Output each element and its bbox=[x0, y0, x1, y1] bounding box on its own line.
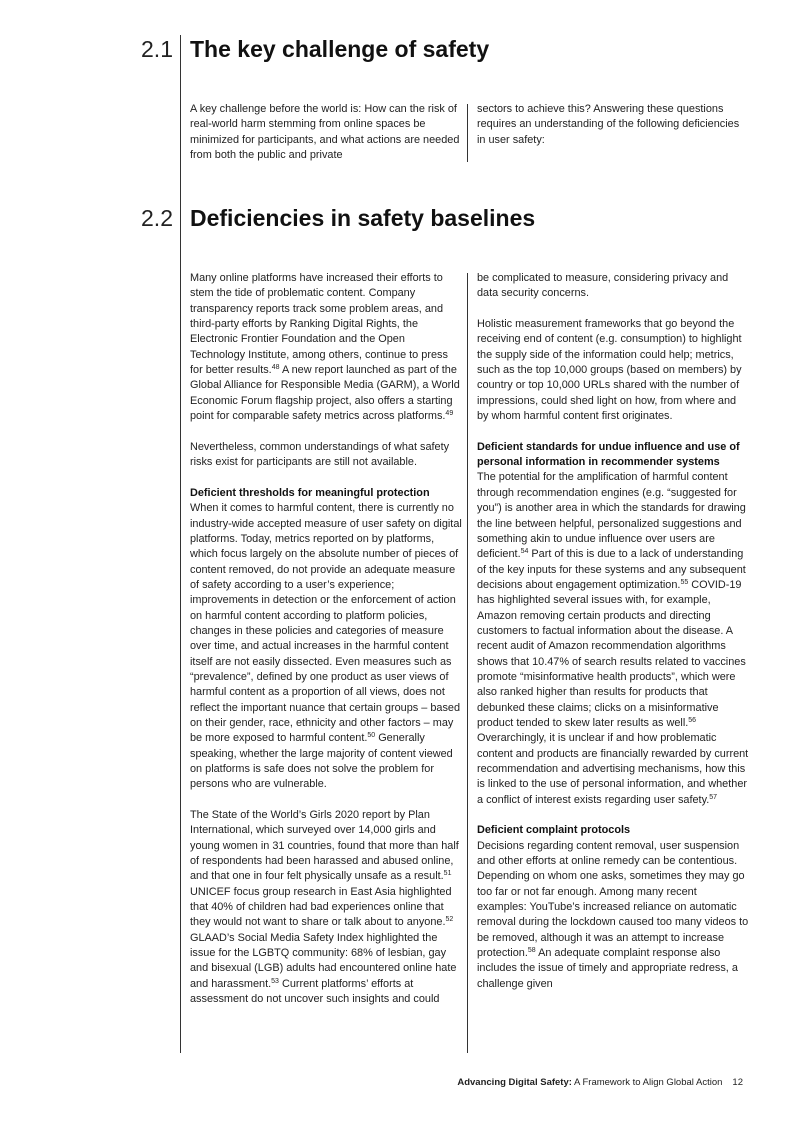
footnote-ref: 49 bbox=[445, 410, 454, 418]
footnote-ref: 51 bbox=[443, 870, 452, 878]
section-2-2-column-right bbox=[477, 271, 749, 992]
subheading: Deficient standards for undue influence and use of personal information in recommender systems bbox=[477, 440, 740, 469]
paragraph: Holistic measurement frameworks that go beyond the receiving end of content (e.g. consumption) to highlight the supply side of the information could help; metrics, such as the top 10,000 groups (based on members) by country or top 10,000 URLs shared with the number of impressions, could shed light on how, from where and by whom harmful content first originates. bbox=[477, 318, 742, 423]
section-2-1-column-right bbox=[477, 102, 749, 148]
section-number-2-2: 2.2 bbox=[141, 205, 173, 231]
footnote-ref: 50 bbox=[367, 732, 376, 740]
paragraph: Many online platforms have increased their efforts to stem the tide of problematic content. Company transparency reports track some problem areas, and third-party efforts by Ranking Digital Rights, the Electronic Frontier Foundation and the Open Technology Institute, among others, continue to press for better results.$^{48}$ A new report launched as part of the Global Alliance for Responsible Media (GARM), a World Economic Forum flagship project, also offers a starting point for comparable safety metrics across platforms.$^{49}$ bbox=[190, 272, 460, 423]
subsection-complaint bbox=[477, 823, 749, 992]
paragraph: be complicated to measure, considering privacy and data security concerns. bbox=[477, 272, 729, 300]
subsection-recommender bbox=[477, 440, 749, 808]
subheading: Deficient complaint protocols bbox=[477, 824, 631, 837]
footnote-ref: 55 bbox=[680, 578, 689, 586]
footnote-ref: 56 bbox=[688, 716, 697, 724]
footnote-ref: 52 bbox=[445, 916, 454, 924]
page-footer bbox=[457, 1077, 743, 1088]
paragraph: Nevertheless, common understandings of what safety risks exist for participants are still not available. bbox=[190, 440, 450, 469]
footnote-ref: 58 bbox=[527, 947, 536, 955]
footnote-ref: 53 bbox=[271, 977, 279, 985]
footnote-ref: 48 bbox=[271, 364, 280, 372]
footnote-ref: 57 bbox=[709, 793, 718, 801]
section-divider-line bbox=[180, 35, 181, 1053]
section-2-1-column-left bbox=[190, 102, 462, 163]
section-title-2-2: Deficiencies in safety baselines bbox=[190, 205, 536, 231]
page-number: 12 bbox=[732, 1077, 743, 1088]
paragraph: sectors to achieve this? Answering these questions requires an understanding of the following deficiencies in user safety: bbox=[477, 103, 740, 146]
section-number-2-1: 2.1 bbox=[141, 36, 173, 62]
paragraph: The State of the World’s Girls 2020 report by Plan International, which surveyed over 14,000 girls and young women in 31 countries, found that more than half of respondents had been harassed and abused online, and that one in four felt physically unsafe as a result.$^{51}$ UNICEF focus group research in East Asia highlighted that 40% of children had bad experiences online that they would not want to share or talk about to anyone.$^{52}$ GLAAD’s Social Media Safety Index highlighted the issue for the LGBTQ community: 68% of lesbian, gay and bisexual (LGB) adults had encountered online hate and harassment.$^{53}$ Current platforms’ efforts at assessment do not uncover such insights and could bbox=[190, 809, 459, 1006]
footer-title-rest: A Framework to Align Global Action bbox=[571, 1077, 723, 1088]
subheading: Deficient thresholds for meaningful protection bbox=[190, 486, 430, 499]
section-title-2-1: The key challenge of safety bbox=[190, 36, 490, 62]
subsection-thresholds bbox=[190, 486, 462, 793]
column-divider bbox=[467, 104, 468, 162]
paragraph: Decisions regarding content removal, user suspension and other efforts at online remedy can be contentious. Depending on whom one asks, sometimes they may go too far or not far enough. Among many recent examples: YouTube’s increased reliance on automatic removal during the lockdown caused too many videos to be removed, although it was an attempt to increase protection.$^{58}$ An adequate complaint response also includes the issue of timely and appropriate redress, a challenge given bbox=[477, 839, 749, 990]
column-divider bbox=[467, 273, 468, 1053]
paragraph: A key challenge before the world is: How can the risk of real-world harm stemming from online spaces be minimized for participants, and what actions are needed from both the public and private bbox=[190, 103, 460, 162]
paragraph: The potential for the amplification of harmful content through recommendation engines (e.g. “suggested for you”) is another area in which the standards for drawing the line between helpful, personalized suggestions and something akin to undue influence over users are deficient.$^{54}$ Part of this is due to a lack of understanding of the key inputs for these systems and any subsequent decisions about engagement optimization.$^{55}$ COVID-19 has highlighted several issues with, for example, Amazon removing certain products and directing customers to factual information about the disease. A recent audit of Amazon recommendation algorithms shows that 10.47% of search results related to vaccines promote “misinformative health products”, which were also ranked higher than results for products that debunked these claims; clicks on a misinformative product tended to skew later results as well.$^{56}$ Overarchingly, it is unclear if and how problematic content and products are financially rewarded by current recommendation and advertising mechanisms, how this is linked to the use of personal information, and whether a conflict of interest exists regarding user safety.$^{57}$ bbox=[477, 471, 749, 806]
footer-title-bold: Advancing Digital Safety: bbox=[457, 1077, 572, 1088]
section-2-2-column-left bbox=[190, 271, 462, 1008]
paragraph: When it comes to harmful content, there is currently no industry-wide accepted measure of user safety on digital platforms. Today, metrics reported on by platforms, which focus largely on the absolute number of pieces of content removed, do not provide an adequate measure of safety according to a user’s experience; improvements in detection or the enforcement of action on harmful content according to platform policies, changes in these policies and categories of measure over time, and actual increases in the harmful content itself are not easily dissected. Even measures such as “prevalence”, defined by one product as user views of harmful content as a proportion of all views, does not reflect the important nuance that certain groups – based on their gender, race, ethnicity and other factors – may be more exposed to harmful content.$^{50}$ Generally speaking, whether the large majority of content viewed on platforms is safe does not solve the problem for persons who are vulnerable. bbox=[190, 502, 462, 791]
footnote-ref: 54 bbox=[520, 548, 529, 556]
